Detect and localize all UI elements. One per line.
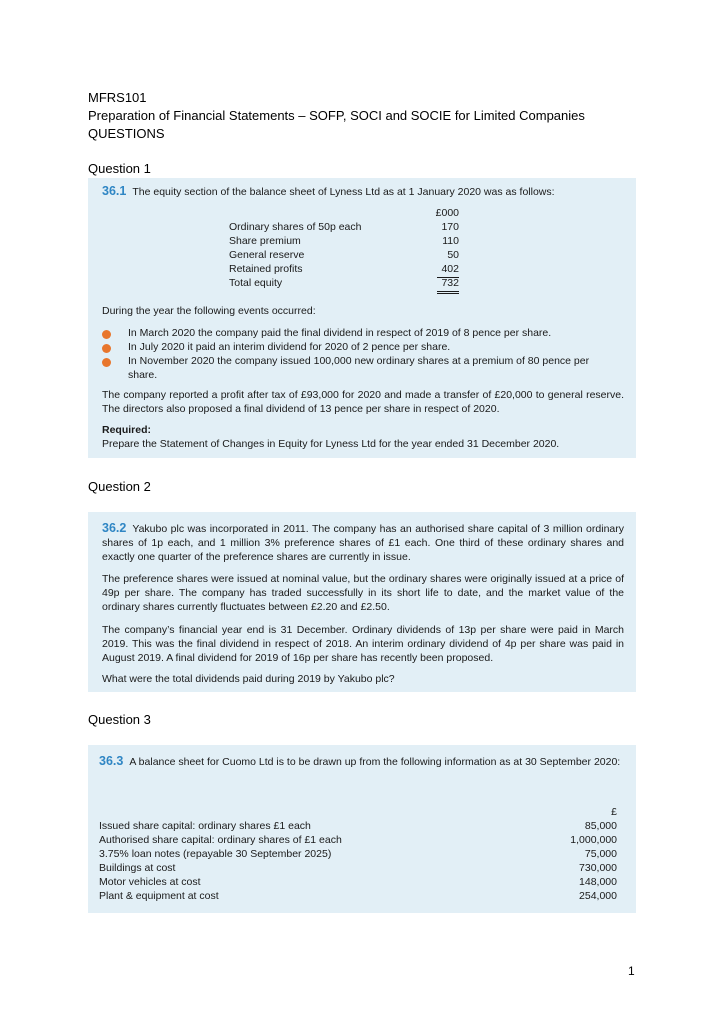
q1-row-label: Total equity (229, 277, 283, 289)
course-code: MFRS101 (88, 90, 147, 105)
q1-required-label: Required: (102, 424, 152, 436)
q1-row-label: Retained profits (229, 263, 303, 275)
question-3-box (88, 745, 636, 913)
q1-intro: The equity section of the balance sheet of Lyness Ltd as at 1 January 2020 was as follows: (132, 186, 555, 198)
q3-intro-block (99, 755, 624, 770)
question-2-label: Question 2 (88, 479, 151, 494)
q2-para-2: The preference shares were issued at nominal value, but the ordinary shares were originally issued at a price of 49p per share. The company has traded successfully in its short life to date, and the market value of the ordinary shares currently fluctuates between £2.20 and £2.50. (102, 573, 624, 613)
q2-para-1: Yakubo plc was incorporated in 2011. The company has an authorised share capital of 3 million ordinary shares of 1p each, and 1 million 3% preference shares of £1 each. One third of these ordinary shares and exactly one quarter of the preference shares are currently in issue. (102, 523, 624, 563)
q1-profit-text: The company reported a profit after tax of £93,000 for 2020 and made a transfer of £20,000 to general reserve. The directors also proposed a final dividend of 13 pence per share in respect of 2020. (102, 389, 624, 415)
q1-intro-line (102, 185, 624, 200)
q3-item-row (99, 890, 617, 904)
question-3-label: Question 3 (88, 712, 151, 727)
page-number: 1 (628, 964, 635, 978)
q3-item-label: Issued share capital: ordinary shares £1 each (99, 820, 311, 832)
q2-para-3: The company’s financial year end is 31 December. Ordinary dividends of 13p per share were paid in March 2019. This was the final dividend in respect of 2018. An interim ordinary dividend of 4p per share was paid in August 2019. A final dividend for 2019 of 16p per share has recently been proposed. (102, 624, 624, 664)
q3-item-value: 730,000 (579, 862, 617, 874)
q1-equity-row (229, 235, 459, 249)
q3-item-row (99, 876, 617, 890)
q1-row-label: Ordinary shares of 50p each (229, 221, 362, 233)
q3-unit: £ (611, 806, 617, 818)
q2-para-1-block (102, 522, 624, 564)
q1-event: In March 2020 the company paid the final dividend in respect of 2019 of 8 pence per share. (128, 327, 552, 339)
q3-item-row (99, 862, 617, 876)
q1-row-value: 110 (442, 235, 459, 247)
question-2-box (88, 512, 636, 692)
q3-item-label: Buildings at cost (99, 862, 176, 874)
bullet-icon (102, 358, 111, 367)
q1-row-value: 402 (437, 263, 459, 278)
question-1-box (88, 178, 636, 458)
q3-item-label: Authorised share capital: ordinary shares of £1 each (99, 834, 342, 846)
q3-item-row (99, 848, 617, 862)
q3-item-value: 1,000,000 (570, 834, 617, 846)
q3-item-label: 3.75% loan notes (repayable 30 September 2025) (99, 848, 332, 860)
q3-unit-row (99, 806, 617, 820)
q1-row-label: Share premium (229, 235, 301, 247)
q3-item-value: 75,000 (584, 848, 617, 860)
question-1-label: Question 1 (88, 161, 151, 176)
q3-item-value: 254,000 (579, 890, 617, 902)
q1-equity-row (229, 221, 459, 235)
q3-item-value: 85,000 (584, 820, 617, 832)
q3-item-label: Plant & equipment at cost (99, 890, 219, 902)
q3-item-label: Motor vehicles at cost (99, 876, 201, 888)
q3-number: 36.3 (99, 754, 124, 768)
q1-event: In July 2020 it paid an interim dividend for 2020 of 2 pence per share. (128, 341, 451, 353)
q1-equity-row-total (229, 277, 459, 291)
q1-equity-row (229, 263, 459, 277)
q3-item-row (99, 820, 617, 834)
q1-row-value: 50 (447, 249, 459, 261)
q1-equity-row (229, 249, 459, 263)
q1-unit-row (229, 207, 459, 221)
q2-para-4: What were the total dividends paid during 2019 by Yakubo plc? (102, 673, 395, 685)
bullet-icon (102, 330, 111, 339)
q2-number: 36.2 (102, 521, 127, 535)
q1-row-value: 170 (441, 221, 459, 233)
q1-number: 36.1 (102, 184, 127, 198)
q3-item-row (99, 834, 617, 848)
bullet-icon (102, 344, 111, 353)
q3-intro: A balance sheet for Cuomo Ltd is to be drawn up from the following information as at 30 September 2020: (129, 756, 621, 768)
document-title: Preparation of Financial Statements – SOFP, SOCI and SOCIE for Limited Companies (88, 108, 585, 123)
q1-row-label: General reserve (229, 249, 305, 261)
q1-event: In November 2020 the company issued 100,000 new ordinary shares at a premium of 80 pence per share. (128, 355, 590, 381)
q1-row-value: 732 (437, 277, 459, 294)
q1-unit: £000 (435, 207, 459, 219)
q1-events-intro: During the year the following events occurred: (102, 305, 316, 317)
q3-item-value: 148,000 (579, 876, 617, 888)
q1-required-text: Prepare the Statement of Changes in Equity for Lyness Ltd for the year ended 31 December 2020. (102, 438, 560, 450)
document-subtitle: QUESTIONS (88, 126, 165, 141)
